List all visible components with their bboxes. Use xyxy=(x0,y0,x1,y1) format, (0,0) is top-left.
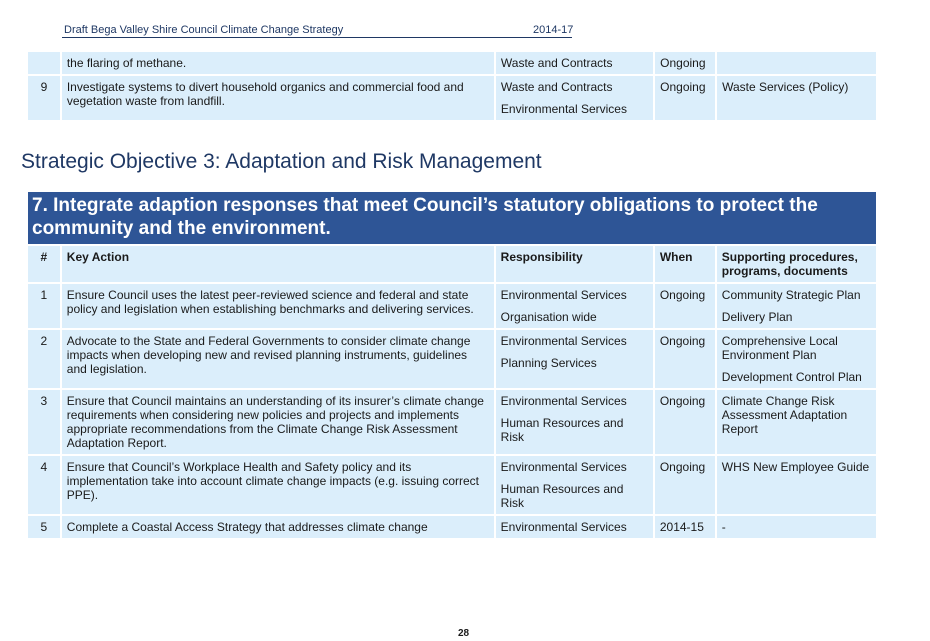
table-row xyxy=(28,52,876,74)
table-row xyxy=(28,330,876,388)
row-when: 2014-15 xyxy=(655,516,715,538)
row-number: 9 xyxy=(28,76,60,120)
page-number: 28 xyxy=(458,628,470,639)
row-number: 4 xyxy=(28,456,60,514)
supporting-item: Community Strategic Plan xyxy=(721,288,861,302)
responsibility-item: Environmental Services xyxy=(500,102,627,116)
row-supporting xyxy=(717,330,876,388)
header-rule xyxy=(62,37,572,38)
row-when: Ongoing xyxy=(655,284,715,328)
objective-banner: 7. Integrate adaption responses that meet Council’s statutory obligations to protect the community and the environment. xyxy=(28,192,876,244)
supporting-item: Waste Services (Policy) xyxy=(722,80,849,94)
row-supporting xyxy=(717,52,876,74)
row-key-action: Ensure that Council’s Workplace Health and Safety policy and its implementation take into account climate change impacts (e.g. issuing correct PPE). xyxy=(62,456,494,514)
row-key-action: Ensure Council uses the latest peer-reviewed science and federal and state policy and legislation when establishing benchmarks and delivering services. xyxy=(62,284,494,328)
header-when: When xyxy=(655,246,715,282)
supporting-item: - xyxy=(721,520,726,534)
supporting-item: WHS New Employee Guide xyxy=(721,460,870,474)
objective-banner-row xyxy=(28,192,876,244)
header-supporting: Supporting procedures, programs, documents xyxy=(717,246,876,282)
responsibility-item: Environmental Services xyxy=(500,520,627,534)
row-key-action: the flaring of methane. xyxy=(62,52,494,74)
row-responsibility xyxy=(496,390,653,454)
row-responsibility xyxy=(496,76,653,120)
row-responsibility xyxy=(496,456,653,514)
row-key-action: Investigate systems to divert household organics and commercial food and vegetation waste from landfill. xyxy=(62,76,494,120)
document-header-year: 2014-17 xyxy=(533,24,574,36)
responsibility-item: Environmental Services xyxy=(500,394,627,408)
responsibility-item: Waste and Contracts xyxy=(500,80,613,94)
row-supporting xyxy=(717,284,876,328)
row-when: Ongoing xyxy=(655,456,715,514)
row-key-action: Advocate to the State and Federal Governments to consider climate change impacts when developing new and revised planning instruments, guidelines and legislation. xyxy=(62,330,494,388)
responsibility-item: Waste and Contracts xyxy=(500,56,613,70)
row-key-action: Complete a Coastal Access Strategy that addresses climate change xyxy=(62,516,494,538)
row-number: 5 xyxy=(28,516,60,538)
document-header-title: Draft Bega Valley Shire Council Climate Change Strategy xyxy=(64,24,344,36)
row-responsibility xyxy=(496,330,653,388)
row-responsibility xyxy=(496,284,653,328)
responsibility-item: Human Resources and Risk xyxy=(500,416,624,444)
row-number xyxy=(28,52,60,74)
header-responsibility: Responsibility xyxy=(496,246,653,282)
responsibility-item: Human Resources and Risk xyxy=(500,482,624,510)
supporting-item: Comprehensive Local Environment Plan xyxy=(721,334,838,362)
responsibility-item: Environmental Services xyxy=(500,288,627,302)
table-row xyxy=(28,76,876,120)
responsibility-item: Environmental Services xyxy=(500,460,627,474)
row-key-action: Ensure that Council maintains an understanding of its insurer’s climate change requirements when considering new policies and projects and implements appropriate recommendations from the Climate Change Risk Assessment Adaptation Report. xyxy=(62,390,494,454)
row-when: Ongoing xyxy=(655,330,715,388)
row-number: 2 xyxy=(28,330,60,388)
row-supporting xyxy=(717,390,876,454)
continued-actions-table xyxy=(26,50,878,122)
section-title: Strategic Objective 3: Adaptation and Risk Management xyxy=(21,150,542,173)
row-supporting xyxy=(717,76,876,120)
supporting-item: Climate Change Risk Assessment Adaptation Report xyxy=(721,394,848,436)
responsibility-item: Planning Services xyxy=(500,356,597,370)
header-key-action: Key Action xyxy=(62,246,494,282)
row-responsibility xyxy=(496,52,653,74)
row-when: Ongoing xyxy=(655,76,715,120)
table-row xyxy=(28,390,876,454)
row-supporting xyxy=(717,456,876,514)
row-when: Ongoing xyxy=(655,52,715,74)
row-responsibility xyxy=(496,516,653,538)
row-supporting xyxy=(717,516,876,538)
table-row xyxy=(28,516,876,538)
row-when: Ongoing xyxy=(655,390,715,454)
adaptation-actions-table xyxy=(26,190,878,540)
table-row xyxy=(28,456,876,514)
header-number: # xyxy=(28,246,60,282)
responsibility-item: Environmental Services xyxy=(500,334,627,348)
supporting-item: Development Control Plan xyxy=(721,370,862,384)
responsibility-item: Organisation wide xyxy=(500,310,597,324)
row-number: 1 xyxy=(28,284,60,328)
table-header-row xyxy=(28,246,876,282)
row-number: 3 xyxy=(28,390,60,454)
table-row xyxy=(28,284,876,328)
supporting-item: Delivery Plan xyxy=(721,310,793,324)
